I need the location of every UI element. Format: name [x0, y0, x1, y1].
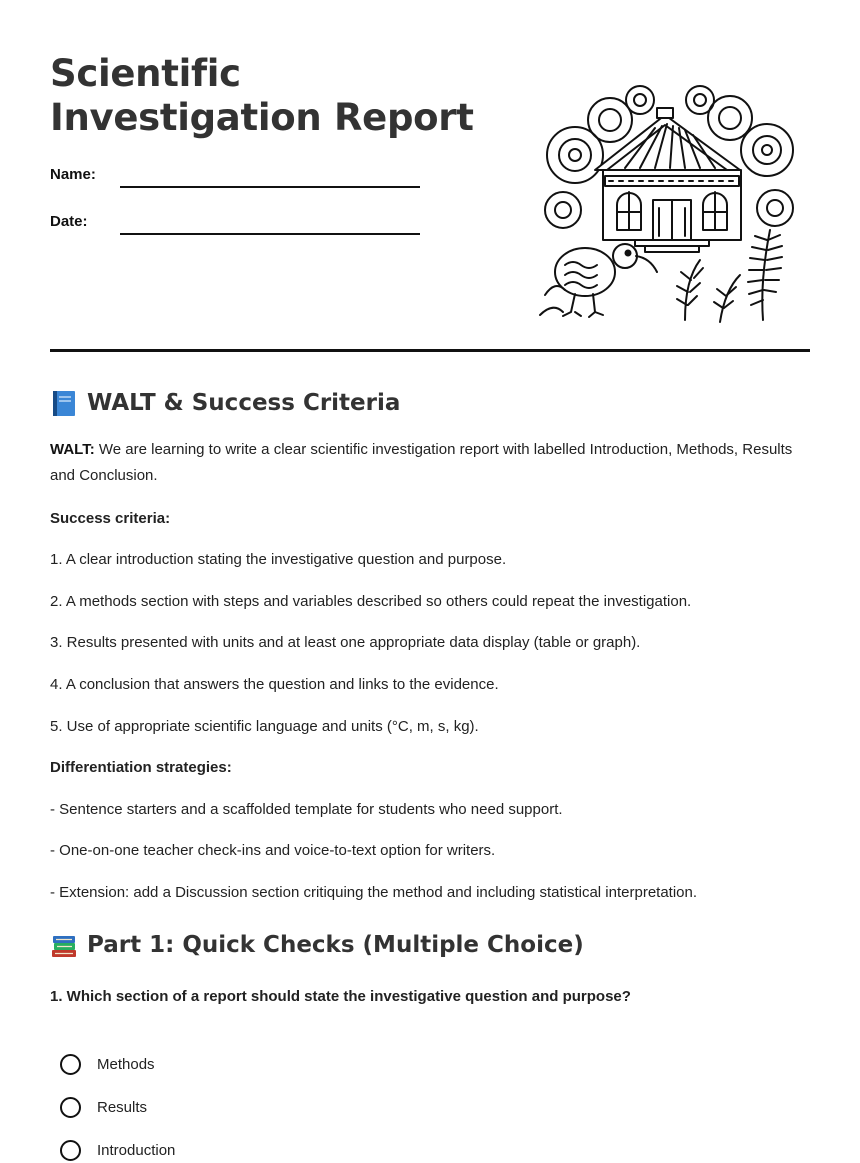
answer-option-label: Introduction: [97, 1141, 176, 1159]
criteria-item: 2. A methods section with steps and variables described so others could repeat the investigation.: [50, 593, 692, 610]
walt-statement: [50, 437, 810, 489]
differentiation-label: Differentiation strategies:: [50, 759, 232, 776]
section-heading-part1-text: Part 1: Quick Checks (Multiple Choice): [87, 932, 584, 958]
question-1: 1. Which section of a report should state the investigative question and purpose?: [50, 988, 631, 1005]
answer-option-label: Results: [97, 1098, 148, 1116]
criteria-item: 1. A clear introduction stating the investigative question and purpose.: [50, 551, 507, 568]
date-label: Date:: [50, 213, 88, 230]
criteria-item: 3. Results presented with units and at least one appropriate data display (table or graph).: [50, 634, 641, 651]
blue-book-icon: [50, 389, 78, 417]
answer-option-methods[interactable]: [60, 1051, 155, 1077]
walt-text: We are learning to write a clear scientific investigation report with labelled Introduction, Methods, Results and Conclusion.: [50, 441, 793, 484]
answer-option-results[interactable]: [60, 1094, 147, 1120]
section-heading-walt-text: WALT & Success Criteria: [87, 390, 401, 416]
header-divider: [50, 349, 810, 352]
criteria-item: 4. A conclusion that answers the question and links to the evidence.: [50, 676, 499, 693]
section-heading-part1: [50, 931, 584, 959]
success-criteria-label: Success criteria:: [50, 510, 171, 527]
books-icon: [50, 931, 78, 959]
strategy-item: - Extension: add a Discussion section critiquing the method and including statistical interpretation.: [50, 884, 698, 901]
answer-option-introduction[interactable]: [60, 1137, 175, 1163]
criteria-item: 5. Use of appropriate scientific language and units (°C, m, s, kg).: [50, 718, 479, 735]
name-input-line[interactable]: [120, 186, 420, 188]
page-title: Scientific Investigation Report: [50, 52, 474, 139]
radio-button[interactable]: [60, 1054, 81, 1075]
name-field: [50, 166, 430, 196]
date-input-line[interactable]: [120, 233, 420, 235]
section-heading-walt: [50, 389, 400, 417]
radio-button[interactable]: [60, 1097, 81, 1118]
walt-label: WALT:: [50, 441, 95, 458]
answer-option-label: Methods: [97, 1055, 155, 1073]
strategy-item: - Sentence starters and a scaffolded template for students who need support.: [50, 801, 563, 818]
strategy-item: - One-on-one teacher check-ins and voice-to-text option for writers.: [50, 842, 496, 859]
name-label: Name:: [50, 166, 96, 183]
whare-kiwi-fern-illustration: [535, 80, 800, 325]
radio-button[interactable]: [60, 1140, 81, 1161]
date-field: [50, 213, 430, 243]
